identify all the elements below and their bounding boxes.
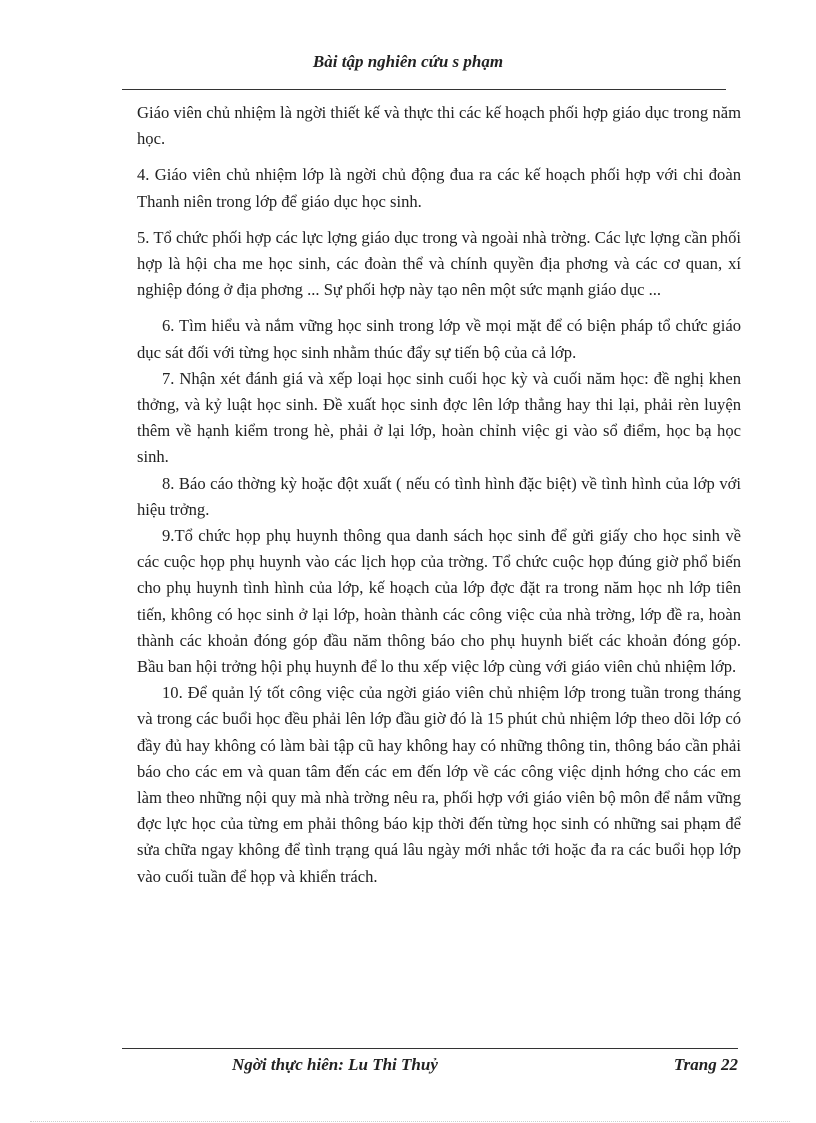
page-number: Trang 22 [673,1055,738,1074]
paragraph-item-5: 5. Tổ chức phối hợp các lực lợng giáo dục trong và ngoài nhà trờng. Các lực lợng cần phối hợp là hội cha me học sinh, các đoàn thể và chính quyền địa phơng và các cơ quan, xí nghiệp đóng ở địa phơng ... Sự phối hợp này tạo nên một sức mạnh giáo dục ... [137,227,741,300]
footer-author: Ngời thực hiên: Lu Thi Thuỷ [232,1055,438,1074]
paragraph-item-6: 6. Tìm hiểu và nắm vững học sinh trong lớp về mọi mặt để có biện pháp tổ chức giáo dục sát đối với từng học sinh nhằm thúc đẩy sự tiến bộ của cả lớp. [137,316,741,362]
paragraph-intro: Giáo viên chủ nhiệm là ngời thiết kế và thực thi các kế hoạch phối hợp giáo dục trong năm học. [137,103,741,149]
header-divider [122,89,726,90]
running-header-title: Bài tập nghiên cứu s phạm [312,52,504,71]
paragraph-item-9: 9.Tổ chức họp phụ huynh thông qua danh sách học sinh để gửi giấy cho học sinh về các cuộc họp phụ huynh vào các lịch họp của trờng. Tổ chức cuộc họp đúng giờ phổ biến cho phụ huynh tình hình của lớp, kế hoạch của lớp đợc đặt ra trong năm học nh lớp tiên tiến, không có học sinh ở lại lớp, hoàn thành các công việc của nhà trờng, lớp đề ra, hoàn thành các khoản đóng góp đầu năm thông báo cho phụ huynh biết các khoản đóng góp. Bầu ban hội trởng hội phụ huynh để lo thu xếp việc lớp cùng với giáo viên chủ nhiệm lớp. [137,526,741,677]
paragraph-item-4: 4. Giáo viên chủ nhiệm lớp là ngời chủ động đua ra các kế hoạch phối hợp với chi đoàn Thanh niên trong lớp để giáo dục học sinh. [137,165,741,211]
document-body [137,100,741,890]
paragraph-item-8: 8. Báo cáo thờng kỳ hoặc đột xuất ( nếu có tình hình đặc biệt) về tình hình của lớp với hiệu trởng. [137,473,741,519]
paragraph-item-10: 10. Để quản lý tốt công việc của ngời giáo viên chủ nhiệm lớp trong tuần trong tháng và trong các buổi học đều phải lên lớp đầu giờ đó là 15 phút chủ nhiệm lớp theo dõi lớp có đầy đủ hay không có làm bài tập cũ hay không hay có những thông tin, thông báo cần phải báo cho các em và quan tâm đến các em đến lớp về các công việc dịnh hớng cho các em làm theo những nội quy mà nhà trờng nêu ra, phối hợp với giáo viên bộ môn để nắm vững đợc lực học của từng em phải thông báo kịp thời đến từng học sinh có những sai phạm để sửa chữa ngay không để tình trạng quá lâu ngày mới nhắc tới hoặc đa ra các buổi họp lớp vào cuối tuần để họp và khiển trách. [137,683,741,886]
page-edge [30,1121,790,1122]
paragraph-item-7: 7. Nhận xét đánh giá và xếp loại học sinh cuối học kỳ và cuối năm học: đề nghị khen thởng, và kỷ luật học sinh. Đề xuất học sinh đợc lên lớp thẳng hay thi lại, phải rèn luyện thêm về hạnh kiểm trong hè, phải ở lại lớp, hoàn chỉnh việc gi vào sổ điểm, học bạ học sinh. [137,368,741,467]
footer-divider [122,1048,738,1049]
